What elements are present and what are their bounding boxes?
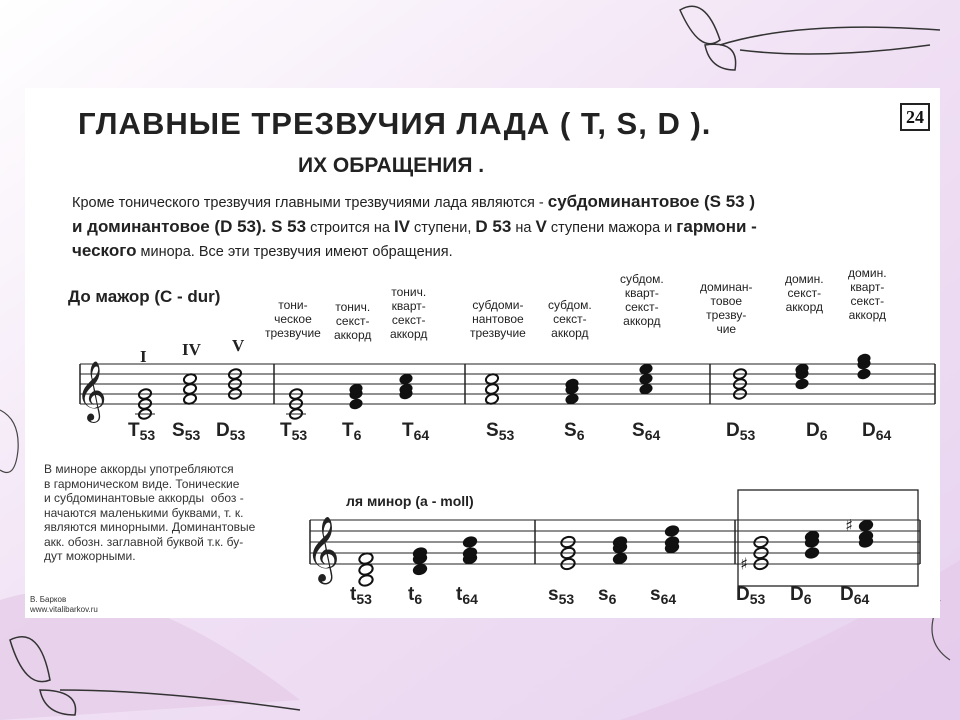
intro-line-1: Кроме тонического трезвучия главными трезвучиями лада являются - субдоминантовое (S 53 ) [72, 192, 756, 211]
chord-caption-5: субдом. кварт- секст- аккорд [620, 272, 664, 328]
major-key-label: До мажор (С - dur) [68, 287, 221, 306]
minor-staff [306, 510, 930, 590]
major-chord-label-5: $T_{64}$ [402, 420, 430, 443]
note-head [485, 383, 500, 395]
page-subtitle: ИХ ОБРАЩЕНИЯ . [298, 154, 485, 177]
minor-chord-label-3: $s_{53}$ [548, 584, 575, 607]
note-head [639, 373, 654, 385]
minor-chord-label-2: $t_{64}$ [456, 584, 478, 607]
major-chord-label-11: $D_{64}$ [862, 420, 892, 443]
major-chord-label-3: $T_{53}$ [280, 420, 308, 443]
major-chord-label-9: $D_{53}$ [726, 420, 756, 443]
major-chord-label-6: $S_{53}$ [486, 420, 515, 443]
major-chord-label-8: $S_{64}$ [632, 420, 661, 443]
note-head [412, 563, 428, 577]
minor-chord-label-1: $t_6$ [408, 584, 423, 607]
page-number-badge: 24 [900, 103, 930, 131]
minor-chord-label-6: $D_{53}$ [736, 584, 766, 607]
note-head [565, 393, 580, 405]
minor-chord-label-7: $D_6$ [790, 584, 812, 607]
minor-chord-label-5: $s_{64}$ [650, 584, 677, 607]
note-head [183, 393, 198, 405]
major-chord-label-7: $S_6$ [564, 420, 585, 443]
minor-chord-label-8: $D_{64}$ [840, 584, 870, 607]
major-chord-label-2: $D_{53}$ [216, 420, 246, 443]
note-head [795, 378, 810, 390]
chord-caption-4: субдом. секст- аккорд [548, 298, 592, 340]
minor-chord-label-4: $s_6$ [598, 584, 617, 607]
note-head [183, 383, 198, 395]
note-head [358, 563, 374, 577]
note-head [485, 393, 500, 405]
note-head [639, 383, 654, 395]
major-chord-label-0: $T_{53}$ [128, 420, 156, 443]
major-chord-label-1: $S_{53}$ [172, 420, 201, 443]
note-head [664, 524, 680, 538]
note-head [857, 368, 872, 380]
chord-caption-3: субдоми- нантовое трезвучие [470, 298, 526, 340]
note-head [485, 373, 500, 385]
degree-label-2: V [232, 336, 245, 355]
minor-key-label: ля минор (а - moll) [346, 493, 474, 509]
treble-clef-icon: 𝄞 [76, 361, 107, 421]
note-head [858, 519, 874, 533]
note-head [639, 363, 654, 375]
page-title: ГЛАВНЫЕ ТРЕЗВУЧИЯ ЛАДА ( T, S, D ). [78, 106, 712, 141]
note-head [349, 398, 364, 410]
degree-label-1: IV [182, 340, 201, 359]
intro-line-2: и доминантовое (D 53). S 53 строится на IV ступени, D 53 на V ступени мажора и гармони - [72, 217, 757, 236]
note-head [612, 552, 628, 566]
note-head [462, 535, 478, 549]
chord-caption-8: домин. кварт- секст- аккорд [848, 266, 887, 322]
treble-clef-icon: 𝄞 [306, 516, 340, 582]
note-head [183, 373, 198, 385]
major-chord-label-4: $T_6$ [342, 420, 362, 443]
sharp-icon: ♯ [740, 554, 749, 574]
note-head [358, 552, 374, 566]
minor-explanation: В миноре аккорды употребляются в гармоническом виде. Тонические и субдоминантовые аккорды обоз - начаются маленькими буквами, т. к. являются минорными. Доминантовые акк. обозн. заглавной буквой т.к. бу- дут можорными. [44, 462, 256, 563]
chord-caption-2: тонич. кварт- секст- аккорд [390, 285, 428, 341]
chord-caption-6: доминан- товое трезву- чие [700, 280, 753, 336]
chord-caption-7: домин. секст- аккорд [785, 272, 824, 314]
degree-label-0: I [140, 347, 147, 366]
sharp-icon: ♯ [845, 516, 854, 535]
major-staff [76, 358, 940, 428]
note-head [804, 546, 820, 560]
chord-caption-1: тонич. секст- аккорд [334, 300, 372, 342]
minor-chord-label-0: $t_{53}$ [350, 584, 372, 607]
chord-caption-0: тони- ческое трезвучие [265, 298, 321, 340]
major-chord-label-10: $D_6$ [806, 420, 828, 443]
credit-text: В. Барков www.vitalibarkov.ru [30, 595, 98, 614]
note-head [399, 373, 414, 385]
intro-line-3: ческого минора. Все эти трезвучия имеют обращения. [72, 241, 453, 260]
